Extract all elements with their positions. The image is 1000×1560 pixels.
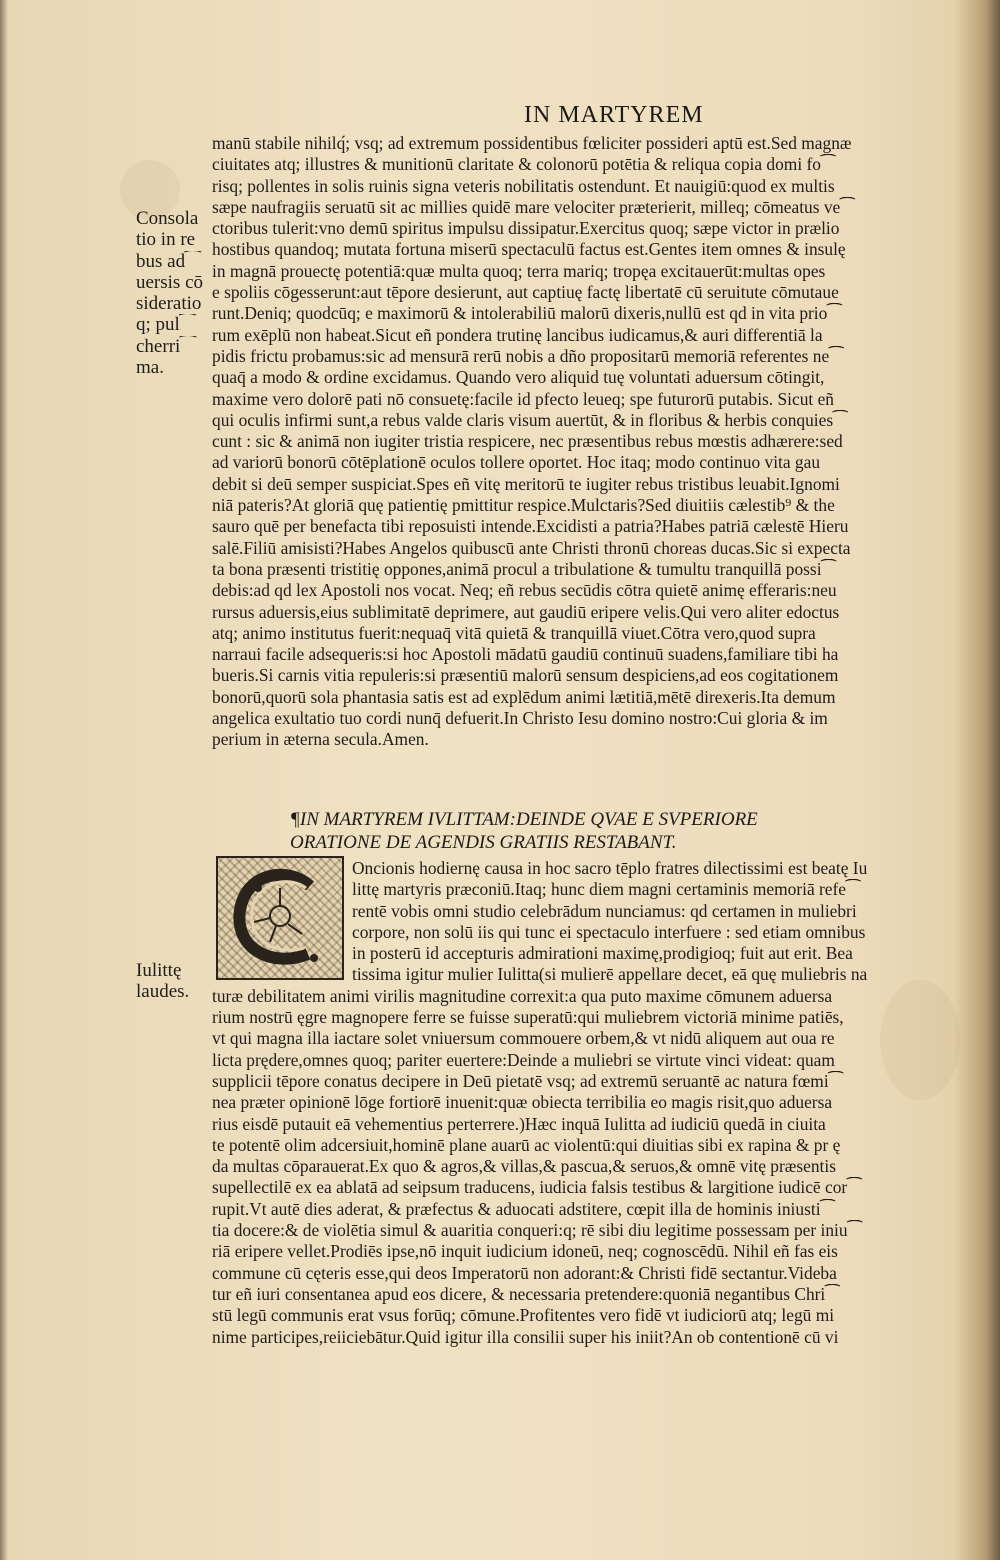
text-line: angelica exultatio tuo cordi nunq̄ defuerit.In Christo Iesu domino nostro:Cui gloria & im xyxy=(212,708,828,729)
margin-note-line: tio in re xyxy=(136,229,196,251)
text-line: hostibus quandoq; mutata fortuna miserū spectaculū factus est.Gentes item omnes & insulę xyxy=(212,239,846,260)
text-line: tia docere:& de violētia simul & auaritia conqueri:q; rē sibi diu legitime possessam per iniu⁀ xyxy=(212,1220,862,1241)
text-line: ciuitates atq; illustres & munitionū claritate & colonorū potētia & reliqua copia domi fo⁀ xyxy=(212,154,835,175)
text-line: sauro quē per benefacta tibi reposuisti intende.Excidisti a patria?Habes patriā cælestē Hieru xyxy=(212,516,849,537)
text-line: rentē vobis omni studio celebrādum nunciamus: qd certamen in muliebri xyxy=(352,900,857,921)
text-line: littę martyris præconiū.Itaq; hunc diem magni certaminis memoriā refe⁀ xyxy=(352,879,861,900)
text-line: ad variorū bonorū cōtēplationē oculos tollere oportet. Hoc itaq; modo continuo vita gau xyxy=(212,452,821,473)
text-line: ctoribus tulerit:vno demū spiritus impulsu dissipatur.Exercitus quoq; sæpe victor in prælio xyxy=(212,218,840,239)
text-line: tur eñ iuri consentanea apud eos dicere, & necessaria pretendere:quoniā negantibus Chri⁀ xyxy=(212,1283,840,1304)
text-line: pidis frictu probamus:sic ad mensurā rerū nobis a dño propositarū memoriā referentes ne⁀ xyxy=(212,345,844,366)
text-line: sæpe naufragiis seruatū sit ac millies quidē mare velociter præterierit, milleq; cōmeatus ve⁀ xyxy=(212,196,855,217)
text-line: bueris.Si carnis vitia repuleris:si præsentiū malorū sensum despiciens,ad eos cogitationem xyxy=(212,665,839,686)
text-line: in magnā prouectę potentiā:quæ multa quoq; terra mariq; tropęa excitauerūt:multas opes xyxy=(212,260,826,281)
text-line: commune cū cęteris esse,qui deos Imperatorū non adorant:& Christi fidē sectantur.Videba xyxy=(212,1262,837,1283)
text-line: rium nostrū ęgre magnopere ferre se fuisse superatū:qui muliebrem victoriā minime patiēs, xyxy=(212,1007,844,1028)
text-line: in posterū id accepturis admirationi maximę,prodigioq; fuit aut erit. Bea xyxy=(352,943,853,964)
margin-note-line: q; pul⁀ xyxy=(136,314,196,336)
text-line: nea præter opinionē lōge fortiorē inuenit:quæ obiecta terribilia eo magis risit,quo aduersa xyxy=(212,1092,833,1113)
text-line: e spoliis cōgesserunt:aut tēpore desierunt, aut captiuę factę libertatē cū seruitute cōmutaue xyxy=(212,282,839,303)
text-line: Oncionis hodiernę causa in hoc sacro tēplo fratres dilectissimi est beatę Iu xyxy=(352,858,868,878)
margin-note-line: sideratio xyxy=(136,293,202,315)
margin-note-iulittae xyxy=(136,960,216,1003)
text-line: qui oculis infirmi sunt,a rebus valde claris visum auertūt, & in floribus & herbis conquies⁀ xyxy=(212,409,848,430)
text-line: stū legū communis erat vsus forūq; cōmune.Profitentes vero fidē vt iudiciorū atq; legū mi xyxy=(212,1305,835,1326)
margin-note-line: bus ad⁀ xyxy=(136,250,201,272)
text-line: cunt : sic & animā non iugiter tristia respicere, nec præsentibus rebus mœstis adhærere:sed xyxy=(212,431,843,452)
margin-note-line: cherri⁀ xyxy=(136,335,196,357)
text-line: turæ debilitatem animi virilis magnitudine correxit:a qua puto maxime cōmunem aduersa xyxy=(212,985,833,1006)
text-line: rupit.Vt autē dies aderat, & præfectus & aduocati adstitere, cœpit illa de hominis iniusti⁀ xyxy=(212,1198,835,1219)
margin-note-line: ma. xyxy=(136,357,164,379)
text-line: riā eripere vellet.Prodiēs ipse,nō inquit iudicium idoneū, neq; cognoscēdū. Nihil eñ fas eis xyxy=(212,1241,838,1262)
text-line: bonorū,quorū sola phantasia satis est ad explēdum animi lætitiā,mētē direxeris.Ita demum xyxy=(212,686,836,707)
text-line: te potentē olim adcersiuit,hominē plane auarū ac violentū:qui diuitias sibi ex rapina & pr ę xyxy=(212,1134,841,1155)
text-line: manū stabile nihilq́; vsq; ad extremum possidentibus fœliciter possideri aptū est.Sed magnæ xyxy=(212,133,852,153)
gutter-shadow xyxy=(0,0,8,1560)
text-line: rursus aduersis,eius sublimitatē deprimere, aut gaudiū eripere velis.Qui vero aliter edoctus xyxy=(212,601,840,622)
text-line: atq; animo institutus fuerit:nequaq̄ vitā quietā & tranquillā viuet.Cōtra vero,quod supra xyxy=(212,622,816,643)
text-line: ta bona præsenti tristitię oppones,animā procul a tribulatione & tumultu tranquillā possi⁀ xyxy=(212,558,836,579)
margin-note-consolatio xyxy=(136,208,216,378)
text-line: corpore, non solū iis qui tunc ei spectaculo interfuere : sed etiam omnibus xyxy=(352,921,866,942)
text-line: nime participes,reiiciebātur.Quid igitur illa consilii super his iniit?An ob contentionē cū vi xyxy=(212,1326,839,1347)
running-head: IN MARTYREM xyxy=(524,102,704,128)
heading-line: ORATIONE DE AGENDIS GRATIIS RESTABANT. xyxy=(290,832,677,853)
section-heading xyxy=(290,808,950,854)
text-line: debis:ad qd lex Apostoli nos vocat. Neq; eñ rebus secūdis cōtra quietē animę efferaris:neu xyxy=(212,580,837,601)
margin-note-line: laudes. xyxy=(136,981,190,1003)
margin-note-line: Iulittę xyxy=(136,960,182,981)
text-line: supellectilē ex ea ablatā ad seipsum traducens, iudicia falsis testibus & largitione iudicē cor⁀ xyxy=(212,1177,862,1198)
main-text-block-2 xyxy=(212,858,954,1348)
text-line: da multas cōparauerat.Ex quo & agros,& villas,& pascua,& seruos,& omnē vitę præsentis xyxy=(212,1156,836,1177)
margin-note-line: Consola xyxy=(136,208,199,229)
margin-note-line: uersis cō xyxy=(136,271,204,293)
text-line: vt qui magna illa iactare solet vniuersum commouere orbem,& vt nidū aliquem aut oua re xyxy=(212,1028,835,1049)
main-text-block xyxy=(212,133,954,751)
text-line: salē.Filiū amisisti?Habes Angelos quibuscū ante Christi thronū choreas ducas.Sic si expecta xyxy=(212,537,851,558)
page-edge xyxy=(954,0,1000,1560)
text-line: risq; pollentes in solis ruinis signa veteris nobilitatis ostendunt. Et nauigiū:quod ex multis xyxy=(212,175,835,196)
text-line: niā pateris?At gloriā quę patientię pmittitur respice.Mulctaris?Sed diuitiis cælestib⁹ & the xyxy=(212,495,835,516)
text-line: debit si deū semper suspiciat.Spes eñ vitę meritorū te iugiter rebus tristibus leuabit.Ignomi xyxy=(212,473,840,494)
text-line: tissima igitur mulier Iulitta(si mulierē appellare decet, eā quę muliebris na xyxy=(352,964,868,985)
text-line: licta prędere,omnes quoq; pariter euertere:Deinde a muliebri se virtute vinci videat: quam xyxy=(212,1049,835,1070)
text-line: perium in æterna secula.Amen. xyxy=(212,729,429,750)
text-line: rum exēplū non habeat.Sicut eñ pondera trutinę lancibus iudicamus,& auri differentiā la xyxy=(212,324,823,345)
text-line: quaq̄ a modo & ordine excidamus. Quando vero aliquid tuę voluntati aduersum cōtingit, xyxy=(212,367,825,388)
text-line: runt.Deniq; quodcūq; e maximorū & intolerabiliū malorū dixeris,nullū est qd in vita prio⁀ xyxy=(212,303,842,324)
text-line: supplicii tēpore conatus decipere in Deū pietatē vsq; ad extremū seruantē ac natura fœmi⁀ xyxy=(212,1070,843,1091)
text-line: maxime vero dolorē pati nō consuetę:facile id pfecto leueq; spe futurorū putabis. Sicut eñ xyxy=(212,388,835,409)
heading-line: ¶IN MARTYREM IVLITTAM:DEINDE QVAE E SVPERIORE xyxy=(290,809,758,830)
text-line: narraui facile adsequeris:si hoc Apostoli mādatū gaudiū continuū suadens,familiare tibi ha xyxy=(212,644,839,665)
text-line: rius eisdē putauit eā vehementius perterrere.)Hæc inquā Iulitta ad iudiciū quedā in ciuita xyxy=(212,1113,826,1134)
